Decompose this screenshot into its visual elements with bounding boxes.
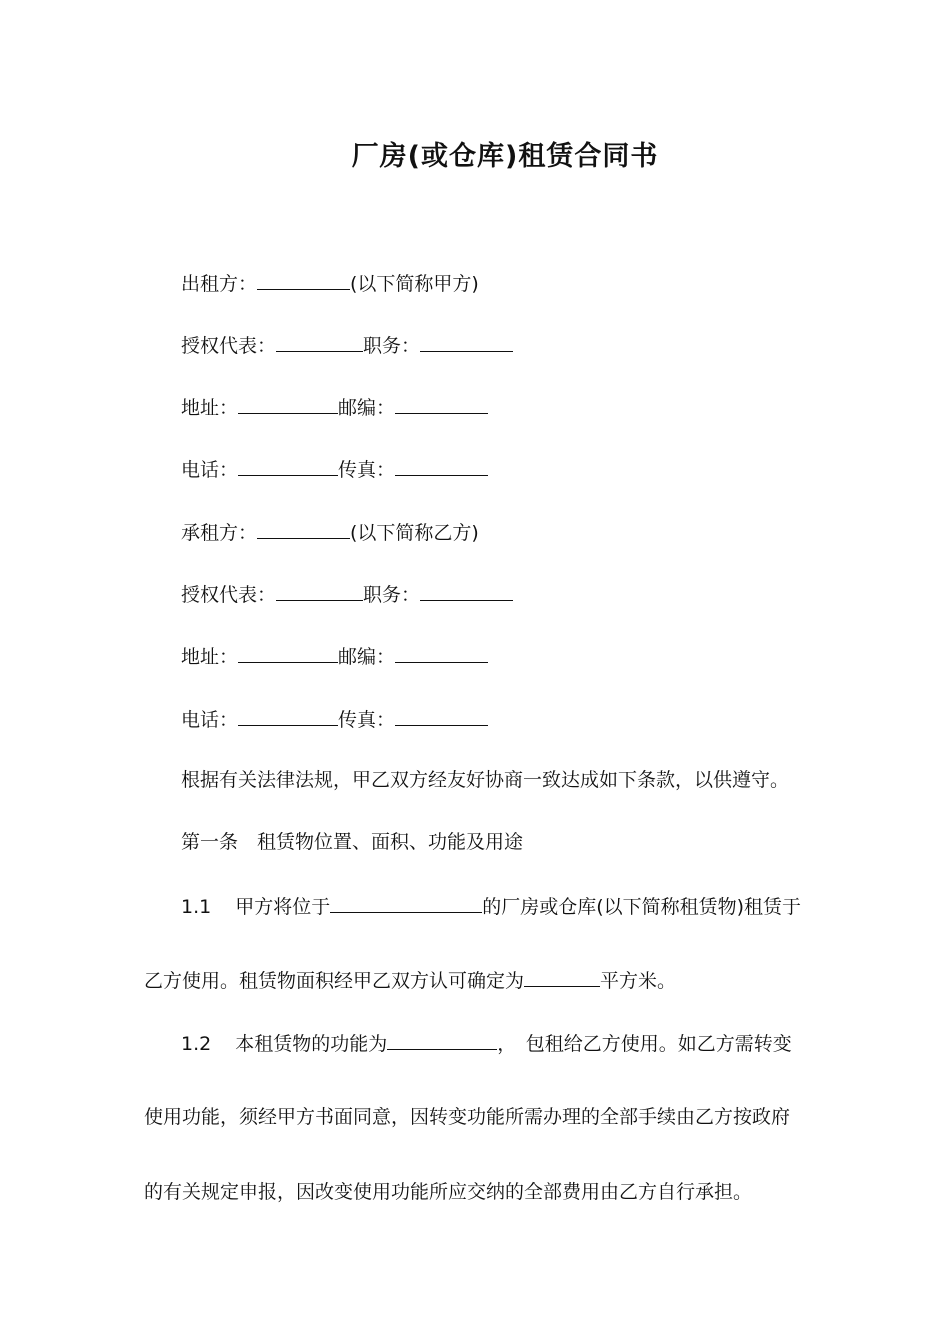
clause-1-1-line-2	[144, 966, 676, 994]
clause-1-2-line-3: 的有关规定申报，因改变使用功能所应交纳的全部费用由乙方自行承担。	[144, 1181, 753, 1203]
clause-text: ， 包租给乙方使用。如乙方需转变	[497, 1033, 792, 1055]
clause-text: 平方米。	[600, 970, 677, 992]
lessee-label: 承租方：	[181, 522, 258, 544]
clause-1-1-line-1	[181, 892, 801, 920]
position-blank[interactable]	[420, 580, 513, 601]
clause-text: 本租赁物的功能为	[235, 1033, 388, 1055]
fax-label: 传真：	[338, 459, 396, 481]
position-label: 职务：	[363, 584, 421, 606]
zip-blank[interactable]	[395, 642, 488, 663]
address-label: 地址：	[181, 646, 239, 668]
address-blank[interactable]	[238, 393, 338, 414]
lessor-label: 出租方：	[181, 273, 258, 295]
location-blank[interactable]	[330, 892, 482, 913]
lessee-note: (以下简称乙方)	[350, 522, 479, 544]
lessee-line	[181, 518, 479, 546]
phone-blank[interactable]	[238, 455, 338, 476]
lessee-rep-line	[181, 580, 513, 608]
clause-text: 的厂房或仓库(以下简称租赁物)租赁于	[482, 896, 802, 918]
phone-label: 电话：	[181, 709, 239, 731]
document-title: 厂房(或仓库)租赁合同书	[351, 141, 659, 172]
lessor-line	[181, 269, 479, 297]
fax-blank[interactable]	[395, 455, 488, 476]
rep-label: 授权代表：	[181, 584, 277, 606]
clause-text: 甲方将位于	[235, 896, 331, 918]
article-heading: 第一条 租赁物位置、面积、功能及用途	[181, 831, 524, 853]
lessor-address-line	[181, 393, 488, 421]
clause-1-2-line-2: 使用功能，须经甲方书面同意，因转变功能所需办理的全部手续由乙方按政府	[144, 1106, 791, 1128]
zip-label: 邮编：	[338, 646, 396, 668]
lessee-phone-line	[181, 705, 488, 733]
clause-1-2-line-1	[181, 1029, 792, 1057]
zip-label: 邮编：	[338, 397, 396, 419]
clause-number: 1.1	[181, 896, 212, 918]
intro-paragraph: 根据有关法律法规，甲乙双方经友好协商一致达成如下条款，以供遵守。	[181, 769, 790, 791]
area-blank[interactable]	[524, 966, 600, 987]
rep-blank[interactable]	[276, 580, 363, 601]
rep-label: 授权代表：	[181, 335, 277, 357]
fax-blank[interactable]	[395, 705, 488, 726]
address-blank[interactable]	[238, 642, 338, 663]
lessor-rep-line	[181, 331, 513, 359]
phone-blank[interactable]	[238, 705, 338, 726]
position-label: 职务：	[363, 335, 421, 357]
zip-blank[interactable]	[395, 393, 488, 414]
phone-label: 电话：	[181, 459, 239, 481]
position-blank[interactable]	[420, 331, 513, 352]
lessee-blank[interactable]	[257, 518, 350, 539]
clause-number: 1.2	[181, 1033, 212, 1055]
lessee-address-line	[181, 642, 488, 670]
lessor-note: (以下简称甲方)	[350, 273, 479, 295]
clause-text: 乙方使用。租赁物面积经甲乙双方认可确定为	[144, 970, 525, 992]
lessor-phone-line	[181, 455, 488, 483]
function-blank[interactable]	[387, 1029, 497, 1050]
rep-blank[interactable]	[276, 331, 363, 352]
address-label: 地址：	[181, 397, 239, 419]
lessor-blank[interactable]	[257, 269, 350, 290]
fax-label: 传真：	[338, 709, 396, 731]
